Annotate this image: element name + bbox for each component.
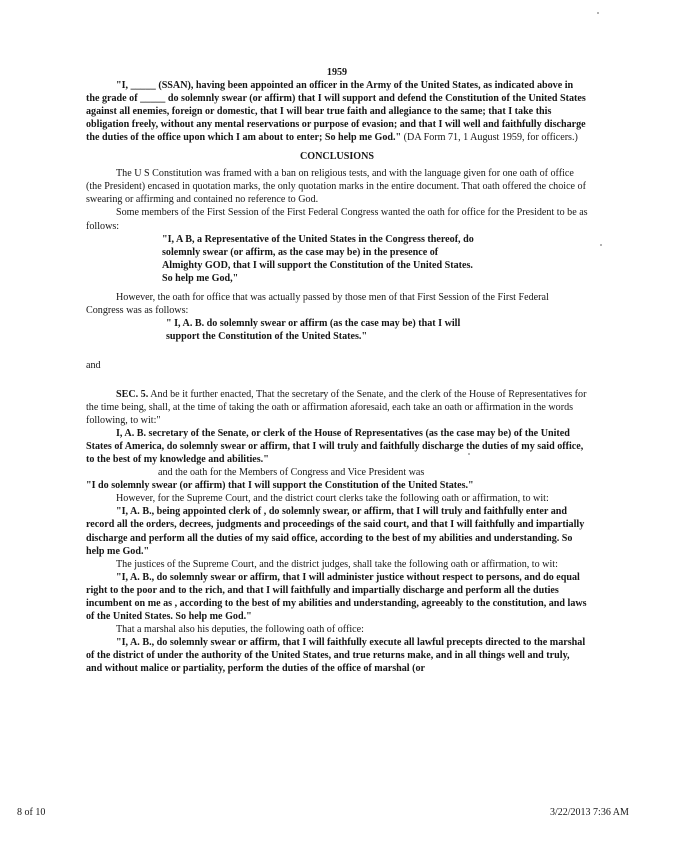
paragraph-members: and the oath for the Members of Congress and Vice President was [158,467,425,479]
document-body [86,66,588,675]
proposed-oath-line: Almighty GOD, that I will support the Constitution of the United States. [162,259,473,271]
year-heading: 1959 [326,67,348,78]
actual-oath-line: " I, A. B. do solemnly swear or affirm (as the case may be) that I will [166,317,461,329]
conclusions-heading: CONCLUSIONS [299,151,375,163]
justices-oath: "I, A. B., do solemnly swear or affirm, that I will administer justice without respect to persons, and do equal right to the poor and to the rich, and that I will faithfully and impartially discharge and perform all the duties incumbent on me as , according to the best of my abilities and understanding, agreeably to the constitution, and laws of the United States. So help me God." [86,571,587,622]
page-number: 8 of 10 [17,807,46,818]
section-5-text: And be it further enacted, That the secretary of the Senate, and the clerk of the House of Representatives for the time being, shall, at the time of taking the oath or affirmation aforesaid, each take an oath or affirmation in the words following, to wit:" [86,388,587,427]
paragraph-actual-oath: However, the oath for office that was actually passed by those men of that First Session of the First Federal Congress was as follows: [86,291,549,316]
paragraph-first-session: Some members of the First Session of the First Federal Congress wanted the oath for office for the President to be as follows: [86,207,588,232]
marshal-oath: "I, A. B., do solemnly swear or affirm, that I will faithfully execute all lawful precepts directed to the marshal of the district of under the authority of the United States, and true returns make, and in all things well and truly, and without malice or partiality, perform the duties of the office of marshal (or [86,636,586,674]
section-5-label: SEC. 5. [116,388,149,400]
paragraph-supreme-clerks: However, for the Supreme Court, and the district court clerks take the following oath or affirmation, to wit: [116,493,549,505]
proposed-oath-line: So help me God," [162,272,239,284]
section-5-paragraph [86,388,588,427]
paragraph-justices: The justices of the Supreme Court, and the district judges, shall take the following oath or affirmation, to wit: [116,558,558,570]
oath-1959-text: "I, _____ (SSAN), having been appointed an officer in the Army of the United States, as indicated above in the grade of _____ do solemnly swear (or affirm) that I will support and defend the Constitution of the United States against all enemies, foreign or domestic, that I will bear true faith and allegiance to the same; that I take this obligation freely, without any mental reservations or purpose of evasion; and that I will well and faithfully discharge the duties of the office upon which I am about to enter; So help me God." [86,80,586,144]
and-connector: and [86,359,101,371]
oath-1959-source: (DA Form 71, 1 August 1959, for officers.) [401,132,578,144]
proposed-oath-line: "I, A B, a Representative of the United States in the Congress thereof, do [162,233,474,245]
scan-speck [597,12,599,14]
actual-oath-line: support the Constitution of the United States." [166,330,368,342]
oath-1959-paragraph [86,79,588,144]
clerk-oath: "I, A. B., being appointed clerk of , do solemnly swear, or affirm, that I will truly and faithfully enter and record all the orders, decrees, judgments and proceedings of the said court, and that I will faithfully and impartially discharge and perform all the duties of my said office, according to the best of my abilities and understanding. So help me God." [86,506,585,557]
members-oath: "I do solemnly swear (or affirm) that I will support the Constitution of the United States." [86,480,474,492]
print-timestamp: 3/22/2013 7:36 AM [550,807,629,818]
paragraph-constitution: The U S Constitution was framed with a ban on religious tests, and with the language given for one oath of office (the President) encased in quotation marks, the only quotation marks in the entire document. That oath offered the choice of swearing or affirming and contained no reference to God. [86,168,586,206]
paragraph-marshal: That a marshal also his deputies, the following oath of office: [116,623,364,635]
proposed-oath-line: solemnly swear (or affirm, as the case may be) in the presence of [162,246,439,258]
scan-speck [600,244,602,246]
secretary-oath: I, A. B. secretary of the Senate, or clerk of the House of Representatives (as the case may be) of the United States of America, do solemnly swear or affirm, that I will truly and faithfully discharge the duties of my said office, to the best of my knowledge and abilities." [86,428,584,466]
